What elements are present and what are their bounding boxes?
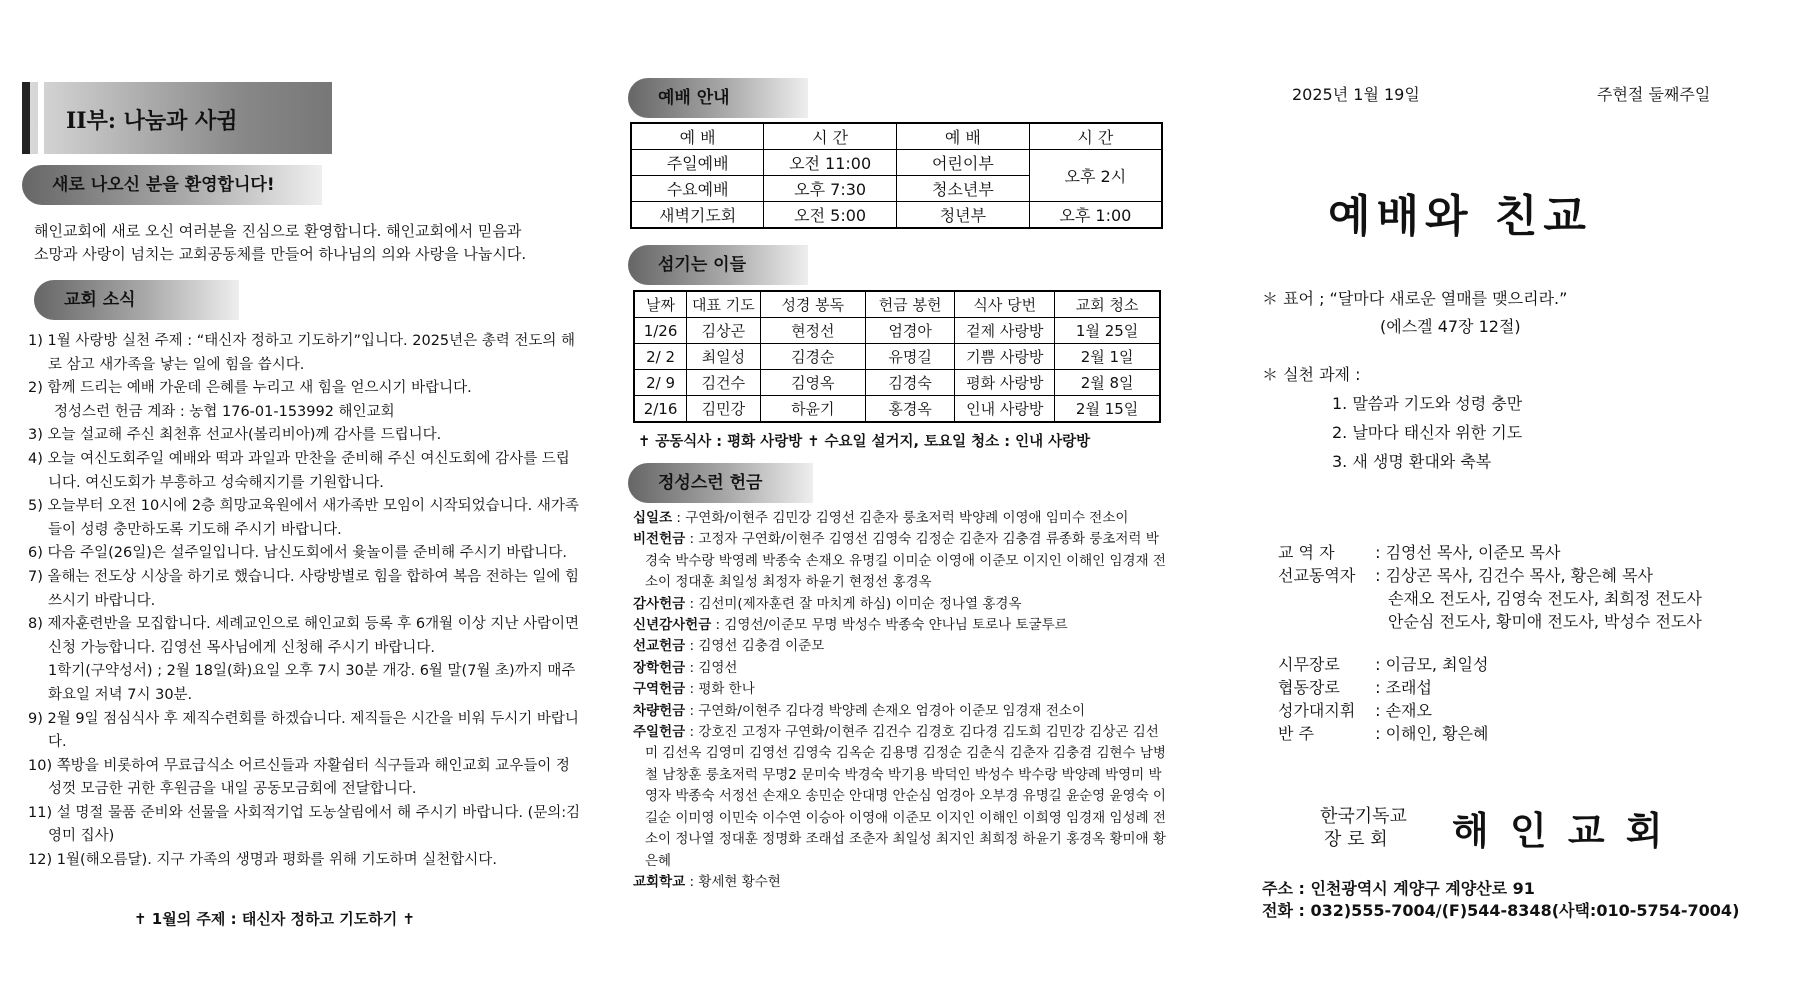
list-item: 7) 올해는 전도상 시상을 하기로 했습니다. 사랑방별로 힘을 합하여 복음 전하는 일에 힘쓰시기 바랍니다. (28, 568, 580, 609)
list-item: 십일조 : 구연화/이현주 김민강 김영선 김춘자 룽초저럭 박양례 이영애 임미수 전소이 (633, 510, 1129, 526)
elder-row: 협동장로 : 조래섭 (1278, 678, 1432, 697)
list-item: 4) 오늘 여신도회주일 예배와 떡과 과일과 만찬을 준비해 주신 여신도회에 감사를 드립니다. 여신도회가 부흥하고 성숙해지기를 기원합니다. (28, 450, 570, 491)
table-row: 예 배 시 간 예 배 시 간 (631, 123, 1162, 150)
offering-list (633, 508, 1171, 893)
motto: ＊ 표어 ; “달마다 새로운 열매를 맺으리라.” (1262, 289, 1568, 308)
offering-heading: 정성스런 헌금 (628, 463, 813, 503)
worship-schedule-table (630, 122, 1163, 229)
list-item: 10) 쪽방을 비롯하여 무료급식소 어르신들과 자활쉼터 식구들과 해인교회 교우들이 정성껏 모금한 귀한 후원금을 내일 공동모금회에 전달합니다. (28, 757, 570, 798)
list-item: 9) 2월 9일 점심식사 후 제직수련회를 하겠습니다. 제직들은 시간을 비워 두시기 바랍니다. (28, 710, 579, 751)
tasks-label: ＊ 실천 과제 : (1262, 365, 1361, 384)
denomination: 한국기독교 (1320, 806, 1407, 827)
list-item: 장학헌금 : 김영선 (633, 659, 738, 676)
staff-row: 선교동역자 : 김상곤 목사, 김건수 목사, 황은혜 목사 (1278, 566, 1654, 585)
bulletin-date: 2025년 1월 19일 (1292, 85, 1420, 104)
table-row: 새벽기도회 오전 5:00 청년부 오후 1:00 (631, 202, 1162, 229)
list-item: 정성스런 헌금 계좌 : 농협 176-01-153992 해인교회 (54, 403, 395, 420)
church-phone: 전화 : 032)555-7004/(F)544-8348(사택:010-5754-7004) (1262, 901, 1740, 920)
table-row: 2/ 2 최일성 김경순 유명길 기쁨 사랑방 2월 1일 (634, 344, 1160, 370)
list-item: 5) 오늘부터 오전 10시에 2층 희망교육원에서 새가족반 모임이 시작되었습니다. 새가족들이 성령 충만하도록 기도해 주시기 바랍니다. (28, 498, 579, 538)
part-title-box (22, 82, 332, 154)
table-row: 2/16 김민강 하윤기 홍경옥 인내 사랑방 2월 15일 (634, 396, 1160, 423)
elder-row: 성가대지휘 : 손재오 (1278, 701, 1432, 720)
list-item: 12) 1월(해오름달). 지구 가족의 생명과 평화를 위해 기도하며 실천합시다. (28, 852, 497, 869)
list-item: 6) 다음 주일(26일)은 설주일입니다. 남신도회에서 윷놀이를 준비해 주시기 바랍니다. (28, 545, 567, 562)
list-item: 3) 오늘 설교해 주신 최천휴 선교사(볼리비아)께 감사를 드립니다. (28, 427, 442, 444)
list-item: 주일헌금 : 강호진 고정자 구연화/이현주 김건수 김경호 김다경 김도희 김민강 김상곤 김선미 김선옥 김영미 김영선 김영숙 김옥순 김용명 김정순 김춘식 김춘자 김충겸 김현수 남병철 남창훈 룽초저럭 무명2 문미숙 박경숙 박기용 박덕인 박성수 박수랑 박양례 박영미 박영자 박종숙 서정선 손재오 송민순 안대명 안순심 엄경아 오부경 유명길 윤순영 윤영숙 이길순 이미영 이민숙 이수연 이승아 이영애 이준모 이지인 이해인 이희영 임경재 임성례 전소이 정나열 정대훈 정명화 조래섭 조춘자 최일성 최지인 최희정 하윤기 홍경옥 황미애 황은혜 (633, 724, 1166, 869)
servers-note: ✝ 공동식사 : 평화 사랑방 ✝ 수요일 설거지, 토요일 청소 : 인내 사랑방 (638, 434, 1091, 450)
servers-heading: 섬기는 이들 (628, 245, 808, 285)
worship-heading: 예배 안내 (628, 78, 808, 118)
church-name: 해 인 교 회 (1452, 809, 1667, 853)
list-item: 선교헌금 : 김영선 김충겸 이준모 (633, 638, 825, 655)
news-heading: 교회 소식 (34, 280, 239, 320)
task-item: 2. 날마다 태신자 위한 기도 (1332, 423, 1523, 442)
list-item: 2) 함께 드리는 예배 가운데 은혜를 누리고 새 힘을 얻으시기 바랍니다. (28, 380, 472, 397)
task-item: 3. 새 생명 환대와 축복 (1332, 452, 1492, 471)
table-row: 1/26 김상곤 현정선 엄경아 겉제 사랑방 1월 25일 (634, 318, 1160, 344)
part-title: II부: 나눔과 사귐 (66, 108, 238, 134)
list-item: 11) 설 명절 물품 준비와 선물을 사회적기업 도농살림에서 해 주시기 바랍니다. (문의:김영미 집사) (28, 804, 581, 845)
page-title: 예배와 친교 (1328, 191, 1592, 242)
list-item: 신년감사헌금 : 김영선/이준모 무명 박성수 박종숙 얀나님 토로나 토굴투르 (633, 617, 1068, 634)
welcome-heading: 새로 나오신 분을 환영합니다! (22, 165, 322, 205)
task-item: 1. 말씀과 기도와 성령 충만 (1332, 394, 1523, 413)
table-row: 주일예배 오전 11:00 어린이부 오후 2시 (631, 150, 1162, 176)
welcome-text: 해인교회에 새로 오신 여러분을 진심으로 환영합니다. 해인교회에서 믿음과 소망과 사랑이 넘치는 교회공동체를 만들어 하나님의 의와 사랑을 나눕시다. (34, 222, 527, 263)
list-item: 감사헌금 : 김선미(제자훈련 잘 마치게 하심) 이미순 정나열 홍경옥 (633, 595, 1022, 612)
monthly-theme: ✝ 1월의 주제 : 태신자 정하고 기도하기 ✝ (134, 910, 415, 928)
list-item: 8) 제자훈련반을 모집합니다. 세례교인으로 해인교회 등록 후 6개월 이상 지난 사람이면 신청 가능합니다. 김영선 목사님에게 신청해 주시기 바랍니다. (28, 616, 580, 656)
table-row: 수요예배 오후 7:30 청소년부 (631, 176, 1162, 202)
elder-row: 반 주 : 이해인, 황은혜 (1278, 724, 1489, 743)
staff-row: 안순심 전도사, 황미애 전도사, 박성수 전도사 (1388, 612, 1702, 631)
staff-row: 손재오 전도사, 김영숙 전도사, 최희정 전도사 (1388, 589, 1702, 608)
table-row: 날짜 대표 기도 성경 봉독 헌금 봉헌 식사 당번 교회 청소 (634, 291, 1160, 318)
motto-reference: (에스겔 47장 12절) (1380, 317, 1521, 336)
news-list (28, 330, 583, 873)
list-item: 1) 1월 사랑방 실천 주제 : “태신자 정하고 기도하기”입니다. 2025년은 총력 전도의 해로 삼고 새가족을 낳는 일에 힘을 씁시다. (28, 333, 576, 373)
servers-table (633, 290, 1161, 423)
list-item: 비전헌금 : 고정자 구연화/이현주 김영선 김영숙 김정순 김춘자 김충겸 류종화 룽초저럭 박경숙 박수랑 박영례 박종숙 손재오 유명길 이미순 이영애 이준모 이지인 이해인 임경재 전소이 정대훈 최일성 최정자 하윤기 현정선 홍경옥 (633, 531, 1166, 591)
list-item: 차량헌금 : 구연화/이현주 김다경 박양례 손재오 엄경아 이준모 임경재 전소이 (633, 702, 1086, 719)
table-row: 2/ 9 김건수 김영옥 김경숙 평화 사랑방 2월 8일 (634, 370, 1160, 396)
list-item: 1학기(구약성서) ; 2월 18일(화)요일 오후 7시 30분 개강. 6월 말(7월 초)까지 매주 화요일 저녁 7시 30분. (48, 663, 576, 703)
church-address: 주소 : 인천광역시 계양구 계양산로 91 (1262, 879, 1535, 898)
liturgical-week: 주현절 둘째주일 (1597, 85, 1711, 104)
elder-row: 시무장로 : 이금모, 최일성 (1278, 655, 1489, 674)
list-item: 교회학교 : 황세현 황수현 (633, 873, 781, 890)
list-item: 구역헌금 : 평화 한나 (633, 681, 755, 698)
staff-row: 교 역 자 : 김영선 목사, 이준모 목사 (1278, 543, 1561, 562)
denomination-sub: 장 로 회 (1324, 829, 1388, 850)
